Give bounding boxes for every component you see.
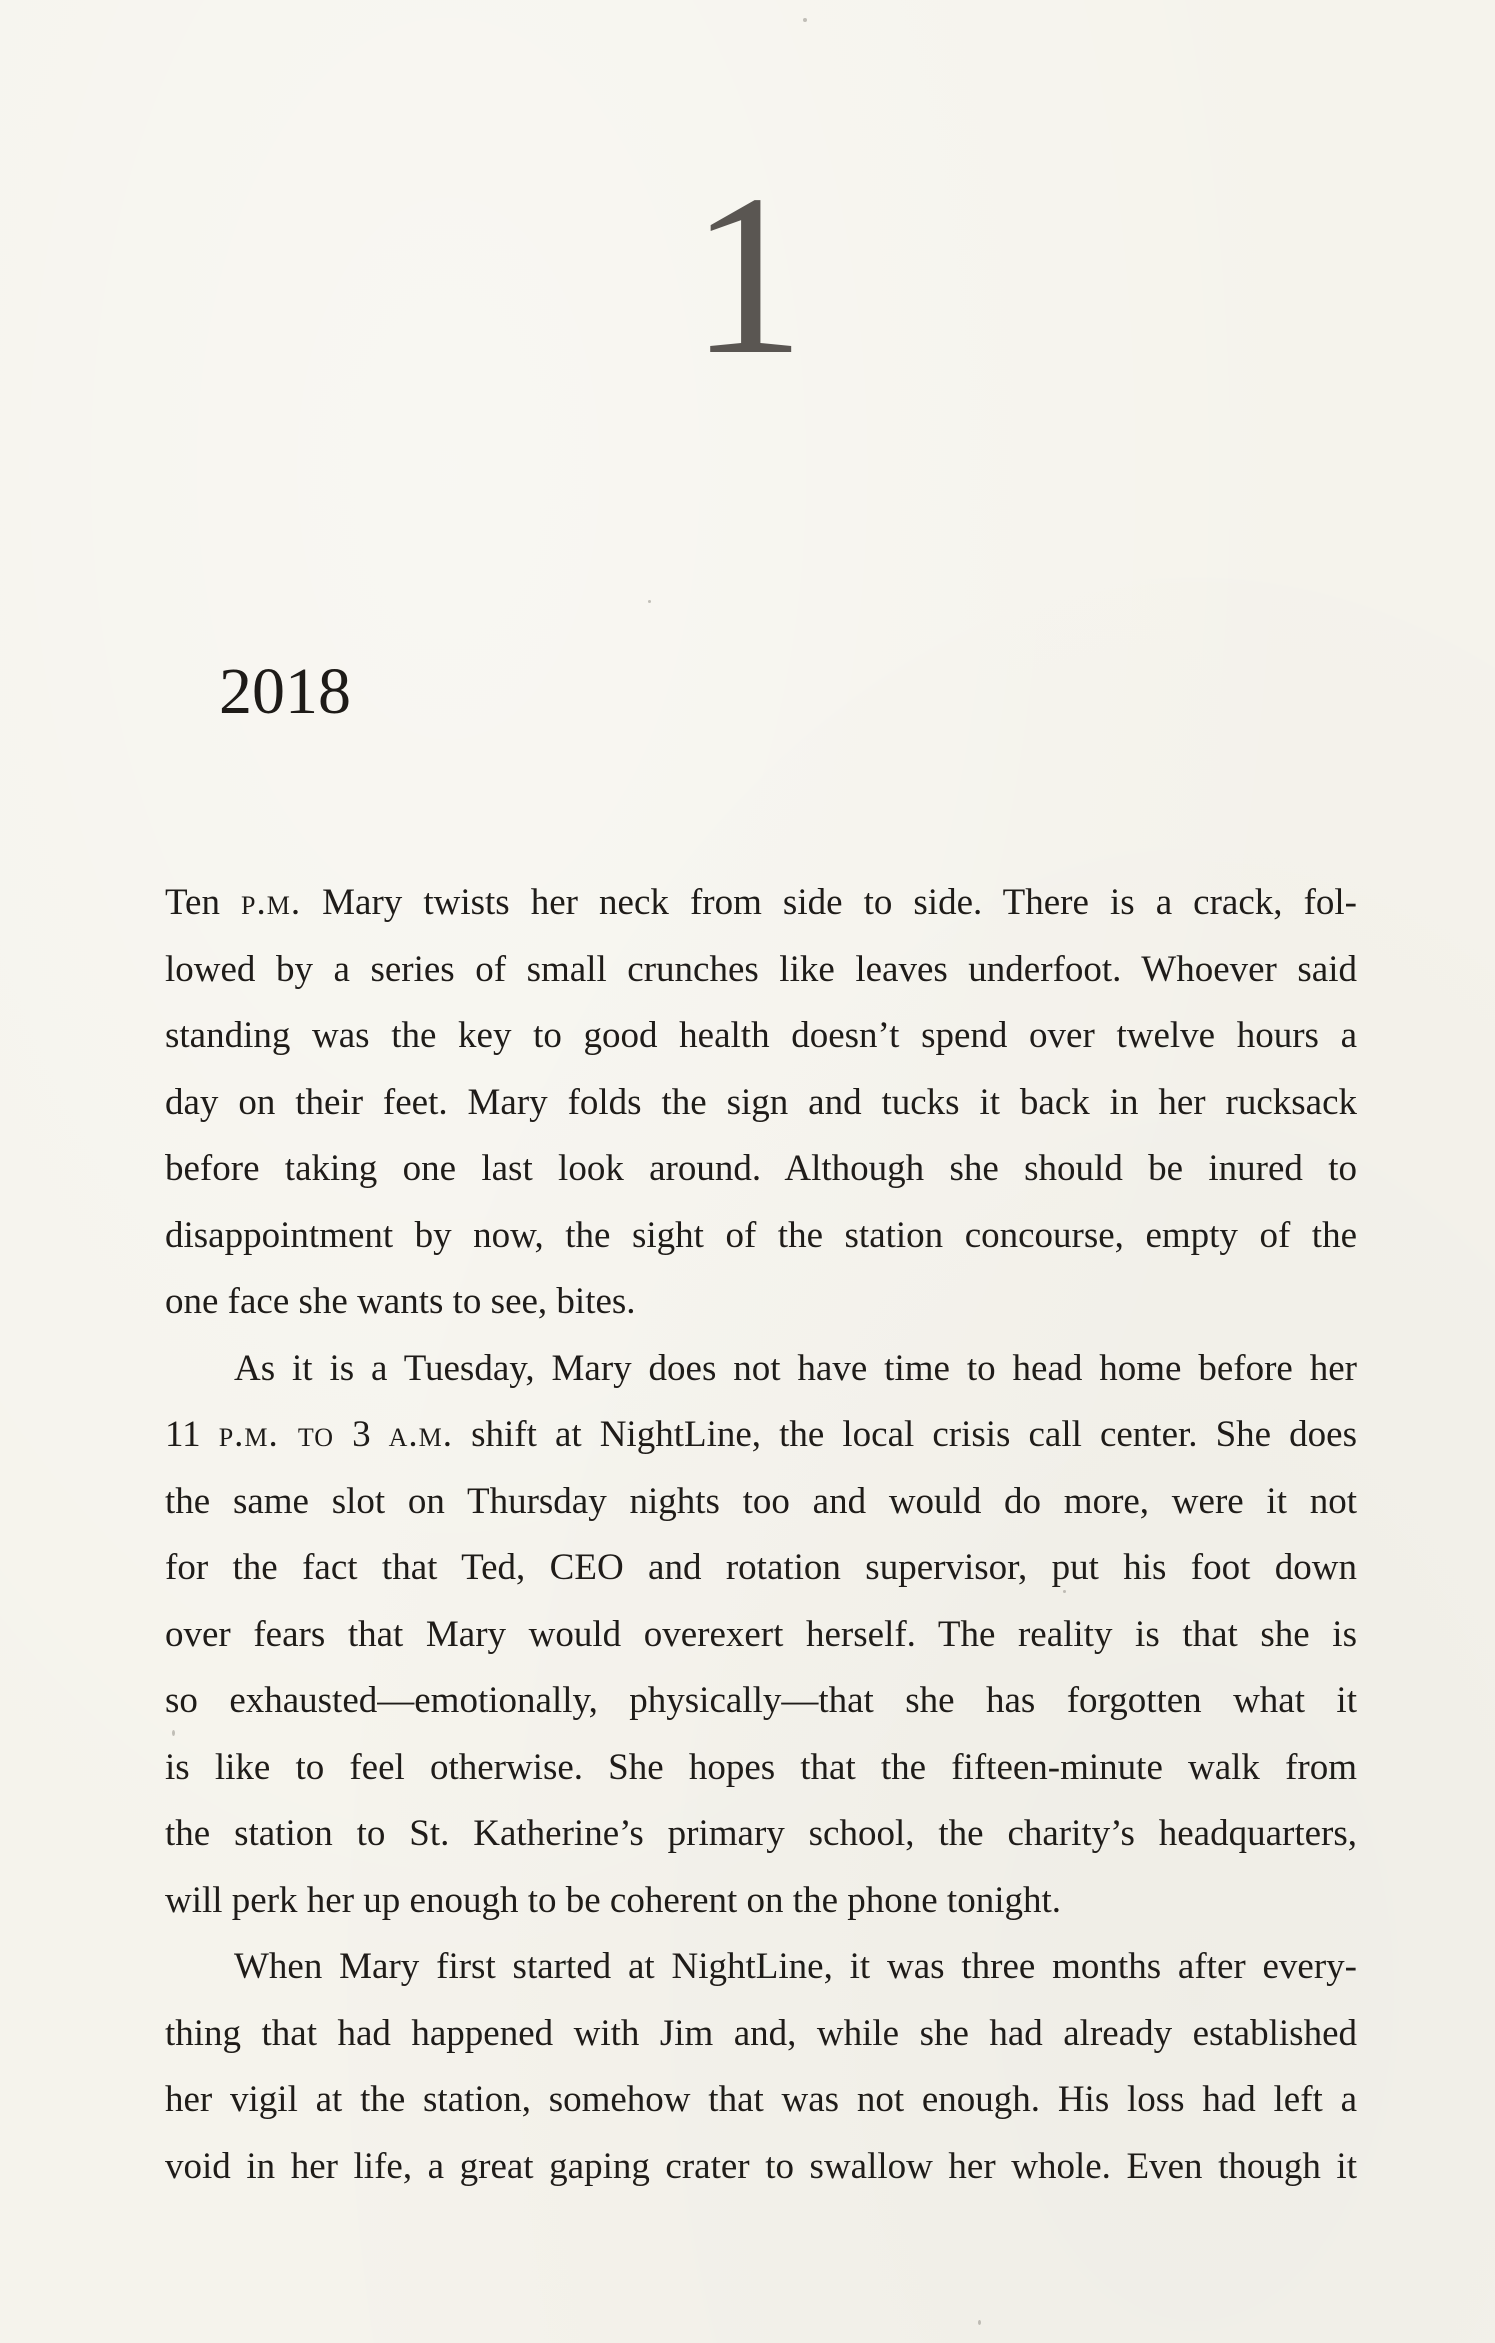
- text-run: over fears that Mary would overexert herself. The reality is that she is: [165, 1613, 1357, 1655]
- body-text-line: [165, 1602, 1357, 1669]
- body-text-line: [165, 1735, 1357, 1802]
- body-text-line: [165, 1868, 1357, 1935]
- text-run: day on their feet. Mary folds the sign and tucks it back in her rucksack: [165, 1081, 1357, 1123]
- small-caps-run: p.m. to: [218, 1414, 335, 1455]
- paper-speck: [648, 600, 651, 603]
- text-run: thing that had happened with Jim and, while she had already established: [165, 2012, 1357, 2054]
- body-text-line: [165, 1136, 1357, 1203]
- text-run: As it is a Tuesday, Mary does not have time to head home before her: [234, 1347, 1357, 1389]
- text-run: before taking one last look around. Although she should be inured to: [165, 1148, 1357, 1189]
- body-text-line: [165, 937, 1357, 1004]
- text-run: for the fact that Ted, CEO and rotation supervisor, put his foot down: [165, 1547, 1357, 1588]
- paper-speck: [172, 1730, 175, 1736]
- text-run: 3: [334, 1414, 389, 1455]
- text-run: will perk her up enough to be coherent on the phone tonight.: [165, 1879, 1062, 1921]
- body-text-line: [165, 1668, 1357, 1735]
- body-text-line: [165, 1269, 1357, 1336]
- body-text-line: [165, 1003, 1357, 1070]
- body-text: [165, 870, 1357, 2200]
- text-run: standing was the key to good health doesn’t spend over twelve hours a: [165, 1015, 1357, 1056]
- text-run: Ten: [165, 882, 241, 923]
- text-run: When Mary first started at NightLine, it was three months after every-: [234, 1946, 1357, 1987]
- small-caps-run: p.m.: [241, 882, 302, 923]
- small-caps-run: a.m.: [388, 1414, 454, 1455]
- text-run: one face she wants to see, bites.: [165, 1281, 636, 1322]
- text-run: Mary twists her neck from side to side. There is a crack, fol-: [301, 882, 1357, 923]
- text-run: void in her life, a great gaping crater to swallow her whole. Even though it: [165, 2145, 1357, 2187]
- text-run: her vigil at the station, somehow that was not enough. His loss had left a: [165, 2079, 1357, 2120]
- body-text-line: [165, 1203, 1357, 1270]
- text-run: disappointment by now, the sight of the station concourse, empty of the: [165, 1214, 1357, 1256]
- paper-speck: [1063, 1590, 1066, 1593]
- body-text-line: [165, 1336, 1357, 1403]
- paper-speck: [803, 18, 807, 22]
- body-text-line: [165, 1402, 1357, 1469]
- text-run: so exhausted—emotionally, physically—that she has forgotten what it: [165, 1680, 1357, 1721]
- text-run: the same slot on Thursday nights too and would do more, were it not: [165, 1480, 1357, 1522]
- text-run: 11: [165, 1414, 219, 1455]
- paper-speck: [978, 2320, 981, 2325]
- body-text-line: [165, 2067, 1357, 2134]
- body-text-line: [165, 1535, 1357, 1602]
- body-text-line: [165, 2134, 1357, 2201]
- body-text-line: [165, 1801, 1357, 1868]
- body-text-line: [165, 870, 1357, 937]
- text-run: lowed by a series of small crunches like leaves underfoot. Whoever said: [165, 948, 1357, 990]
- text-run: is like to feel otherwise. She hopes that the fifteen-minute walk from: [165, 1746, 1357, 1788]
- body-text-line: [165, 1934, 1357, 2001]
- body-text-line: [165, 2001, 1357, 2068]
- text-run: shift at NightLine, the local crisis call center. She does: [453, 1414, 1357, 1455]
- chapter-year-heading: 2018: [219, 655, 351, 728]
- text-run: the station to St. Katherine’s primary school, the charity’s headquarters,: [165, 1813, 1357, 1854]
- chapter-number: 1: [690, 147, 805, 402]
- body-text-line: [165, 1469, 1357, 1536]
- body-text-line: [165, 1070, 1357, 1137]
